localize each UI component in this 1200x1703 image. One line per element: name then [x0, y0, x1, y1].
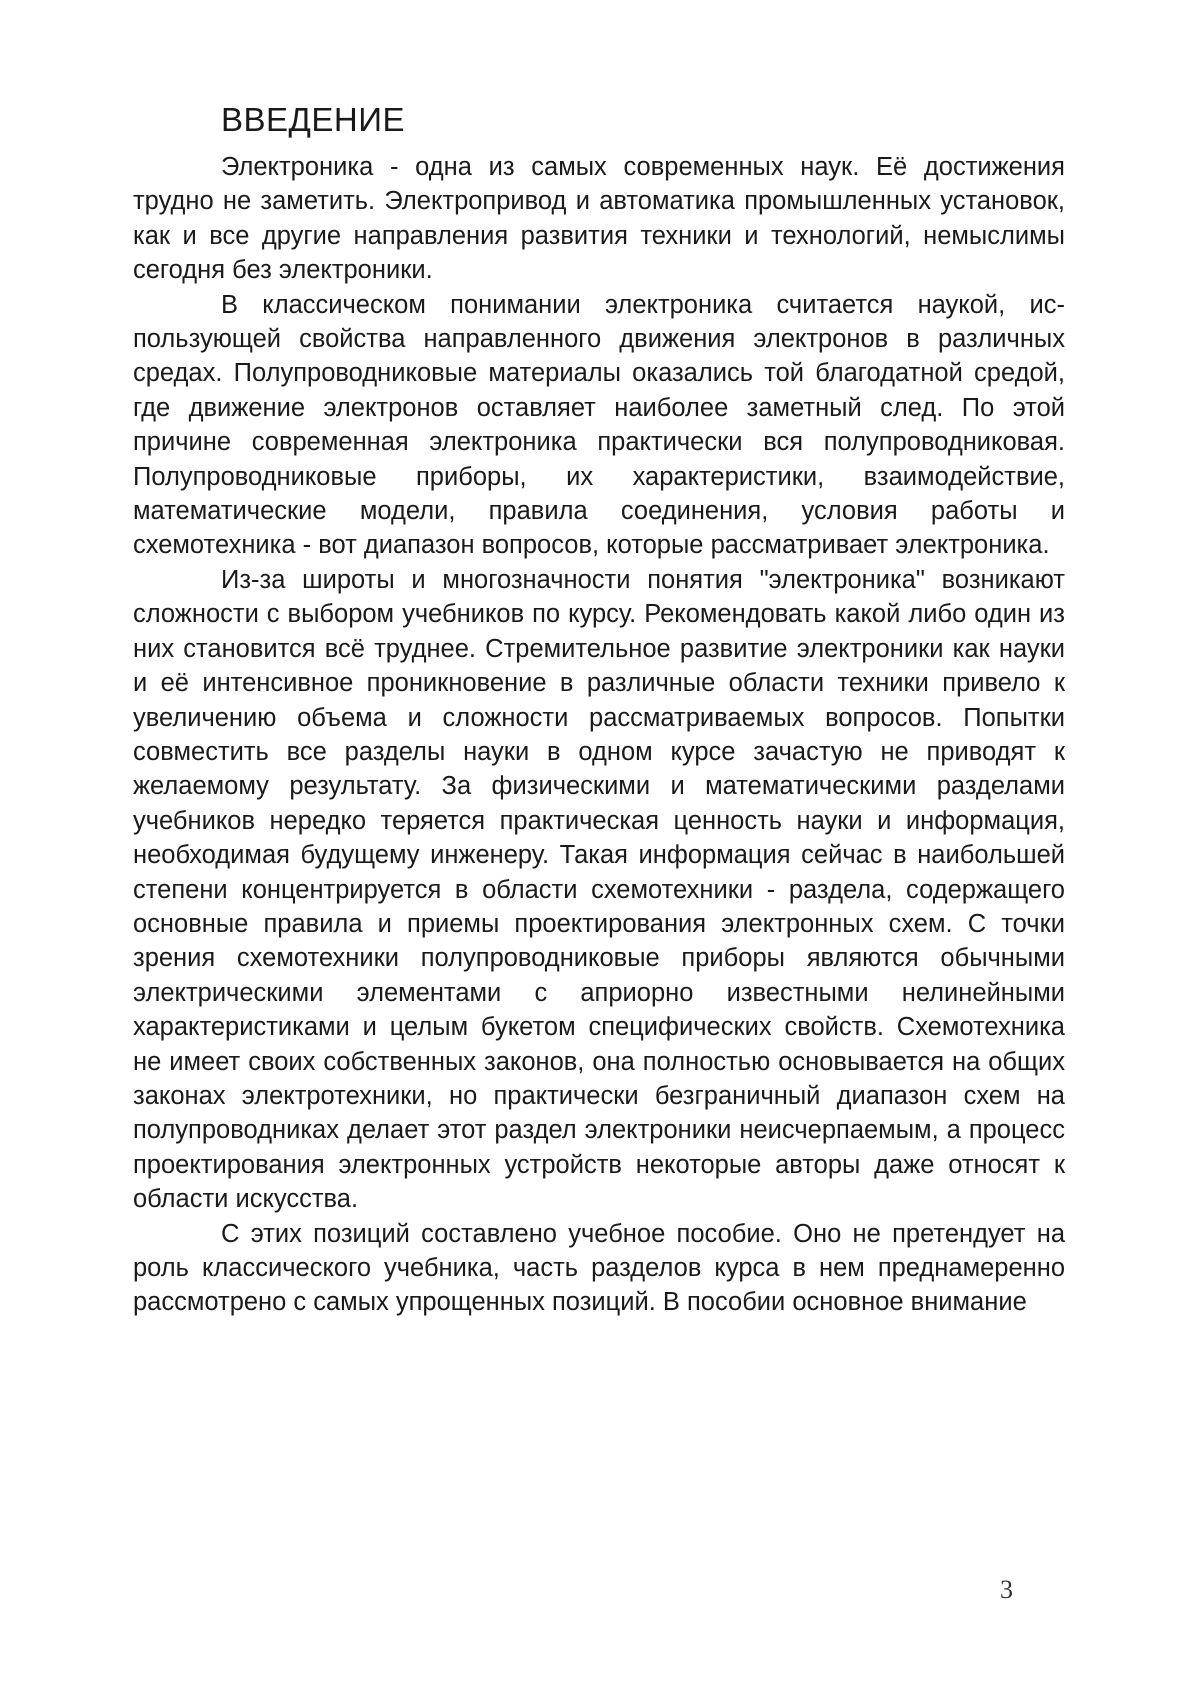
paragraph-4: С этих позиций составлено учебное пособие. Оно не претендует на роль классического учебника, часть разделов курса в нем преднамеренно рассмотрено с самых упрощенных позиций. В пособии основное внимание — [133, 1219, 1065, 1317]
section-heading: ВВЕДЕНИЕ — [221, 101, 405, 138]
paragraph-1: Электроника - одна из самых современных наук. Её достижения трудно не заметить. Электропривод и автоматика промышленных установок, как и все другие направления развития техники и технологий, немыслимы сегодня без электроники. — [133, 153, 1065, 285]
paragraph-3: Из-за широты и многозначности понятия "электроника" возникают сложности с выбором учебников по курсу. Рекомендовать какой либо один из них становится всё труднее. Стремительное развитие электроники как науки и её интенсивное проникновение в различные области техники привело к увеличению объема и сложности рассматриваемых вопросов. Попытки совместить все разделы науки в одном курсе зачастую не приводят к желаемому результату. За физическими и математическими разделами учебников нередко теряется практическая ценность науки и информация, необходимая будущему инженеру. Такая информация сейчас в наибольшей степени концентрируется в области схемотехники - раздела, содержащего основные правила и приемы проектирования электронных схем. С точки зрения схемотехники полупроводниковые приборы являются обычными электрическими элементами с априорно известными нелинейными характеристиками и целым букетом специфических свойств. Схемотехника не имеет своих собственных законов, она полностью основывается на общих законах электротехники, но практически безграничный диапазон схем на полупроводниках делает этот раздел электроники неисчерпаемым, а процесс проектирования электронных устройств некоторые авторы даже относят к области искусства. — [133, 565, 1065, 1214]
body-text — [133, 150, 1065, 1320]
page-number: 3 — [1000, 1575, 1013, 1604]
paragraph-2: В классическом понимании электроника считается наукой, использующей свойства направленного движения электронов в различных средах. Полупроводниковые материалы оказались той благодатной средой, где движение электронов оставляет наиболее заметный след. По этой причине современная электроника практически вся полупроводниковая. Полупроводниковые приборы, их характеристики, взаимодействие, математические модели, правила соединения, условия работы и схемотехника - вот диапазон вопросов, которые рассматривает электроника. — [133, 290, 1065, 560]
